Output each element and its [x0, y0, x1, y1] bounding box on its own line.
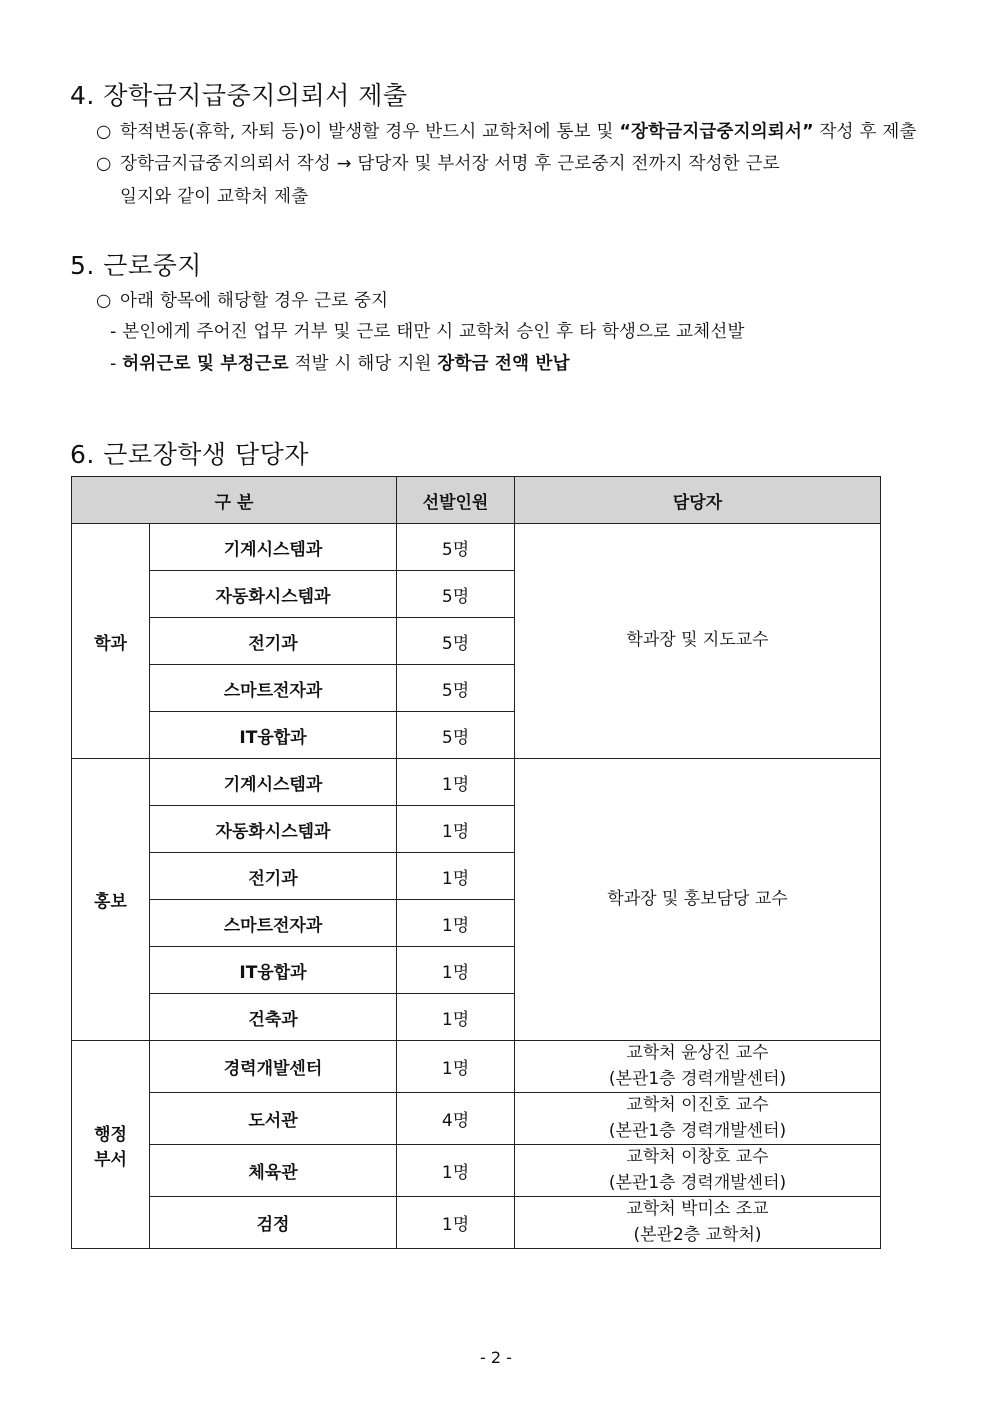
dept-name: 스마트전자과	[150, 900, 397, 947]
dept-name: 도서관	[150, 1093, 397, 1145]
table-row	[72, 1093, 881, 1145]
group-label-promo: 홍보	[72, 759, 150, 1041]
section-5-item-1: ○ 아래 항목에 해당할 경우 근로 중지	[96, 291, 389, 311]
table-row	[72, 1197, 881, 1249]
dept-name: 검정	[150, 1197, 397, 1249]
group-label-dept: 학과	[72, 524, 150, 759]
group-manager-dept: 학과장 및 지도교수	[515, 524, 881, 759]
dept-name: 체육관	[150, 1145, 397, 1197]
dept-count: 5명	[397, 712, 515, 759]
dept-name: 건축과	[150, 994, 397, 1041]
dept-name: 경력개발센터	[150, 1041, 397, 1093]
manager-cell: 교학처 이창호 교수 (본관1층 경력개발센터)	[515, 1145, 881, 1197]
dept-count: 5명	[397, 524, 515, 571]
section-4-item-1: ○ 학적변동(휴학, 자퇴 등)이 발생할 경우 반드시 교학처에 통보 및 “장학금지급중지의뢰서” 작성 후 제출	[96, 122, 917, 142]
table-row	[72, 759, 881, 806]
dept-name: 전기과	[150, 853, 397, 900]
section-4-item-2-cont: 일지와 같이 교학처 제출	[120, 187, 309, 207]
bullet-icon: ○	[96, 291, 112, 311]
dept-count: 1명	[397, 994, 515, 1041]
dept-count: 5명	[397, 665, 515, 712]
section-4-title: 4. 장학금지급중지의뢰서 제출	[70, 81, 408, 110]
dept-count: 1명	[397, 853, 515, 900]
dept-name: 기계시스템과	[150, 524, 397, 571]
staff-table	[71, 476, 881, 1249]
dept-count: 1명	[397, 806, 515, 853]
header-category: 구 분	[72, 477, 397, 524]
section-5-subitem-2: - 허위근로 및 부정근로 적발 시 해당 지원 장학금 전액 반납	[110, 354, 570, 374]
dept-name: 전기과	[150, 618, 397, 665]
dept-name: IT융합과	[150, 712, 397, 759]
dept-count: 5명	[397, 618, 515, 665]
dept-count: 1명	[397, 1197, 515, 1249]
dept-name: IT융합과	[150, 947, 397, 994]
dept-name: 자동화시스템과	[150, 806, 397, 853]
dept-name: 스마트전자과	[150, 665, 397, 712]
section-6-title: 6. 근로장학생 담당자	[70, 440, 309, 469]
section-4-item-2: ○ 장학금지급중지의뢰서 작성 → 담당자 및 부서장 서명 후 근로중지 전까지 작성한 근로	[96, 154, 780, 174]
manager-cell: 교학처 박미소 조교 (본관2층 교학처)	[515, 1197, 881, 1249]
header-manager: 담당자	[515, 477, 881, 524]
dept-name: 자동화시스템과	[150, 571, 397, 618]
table-row	[72, 524, 881, 571]
dept-count: 1명	[397, 1145, 515, 1197]
page-number: - 2 -	[480, 1348, 512, 1367]
header-count: 선발인원	[397, 477, 515, 524]
section-5-title: 5. 근로중지	[70, 251, 202, 280]
manager-cell: 교학처 이진호 교수 (본관1층 경력개발센터)	[515, 1093, 881, 1145]
dept-count: 1명	[397, 947, 515, 994]
dept-count: 1명	[397, 900, 515, 947]
group-manager-promo: 학과장 및 홍보담당 교수	[515, 759, 881, 1041]
dept-count: 5명	[397, 571, 515, 618]
table-row	[72, 1041, 881, 1093]
section-5-subitem-1: - 본인에게 주어진 업무 거부 및 근로 태만 시 교학처 승인 후 타 학생으로 교체선발	[110, 322, 745, 342]
form-name-bold: “장학금지급중지의뢰서”	[619, 122, 814, 142]
dept-count: 1명	[397, 1041, 515, 1093]
bullet-icon: ○	[96, 154, 112, 174]
table-row	[72, 1145, 881, 1197]
dept-count: 4명	[397, 1093, 515, 1145]
dept-count: 1명	[397, 759, 515, 806]
dept-name: 기계시스템과	[150, 759, 397, 806]
group-label-admin: 행정 부서	[72, 1041, 150, 1249]
bullet-icon: ○	[96, 122, 112, 142]
manager-cell: 교학처 윤상진 교수 (본관1층 경력개발센터)	[515, 1041, 881, 1093]
